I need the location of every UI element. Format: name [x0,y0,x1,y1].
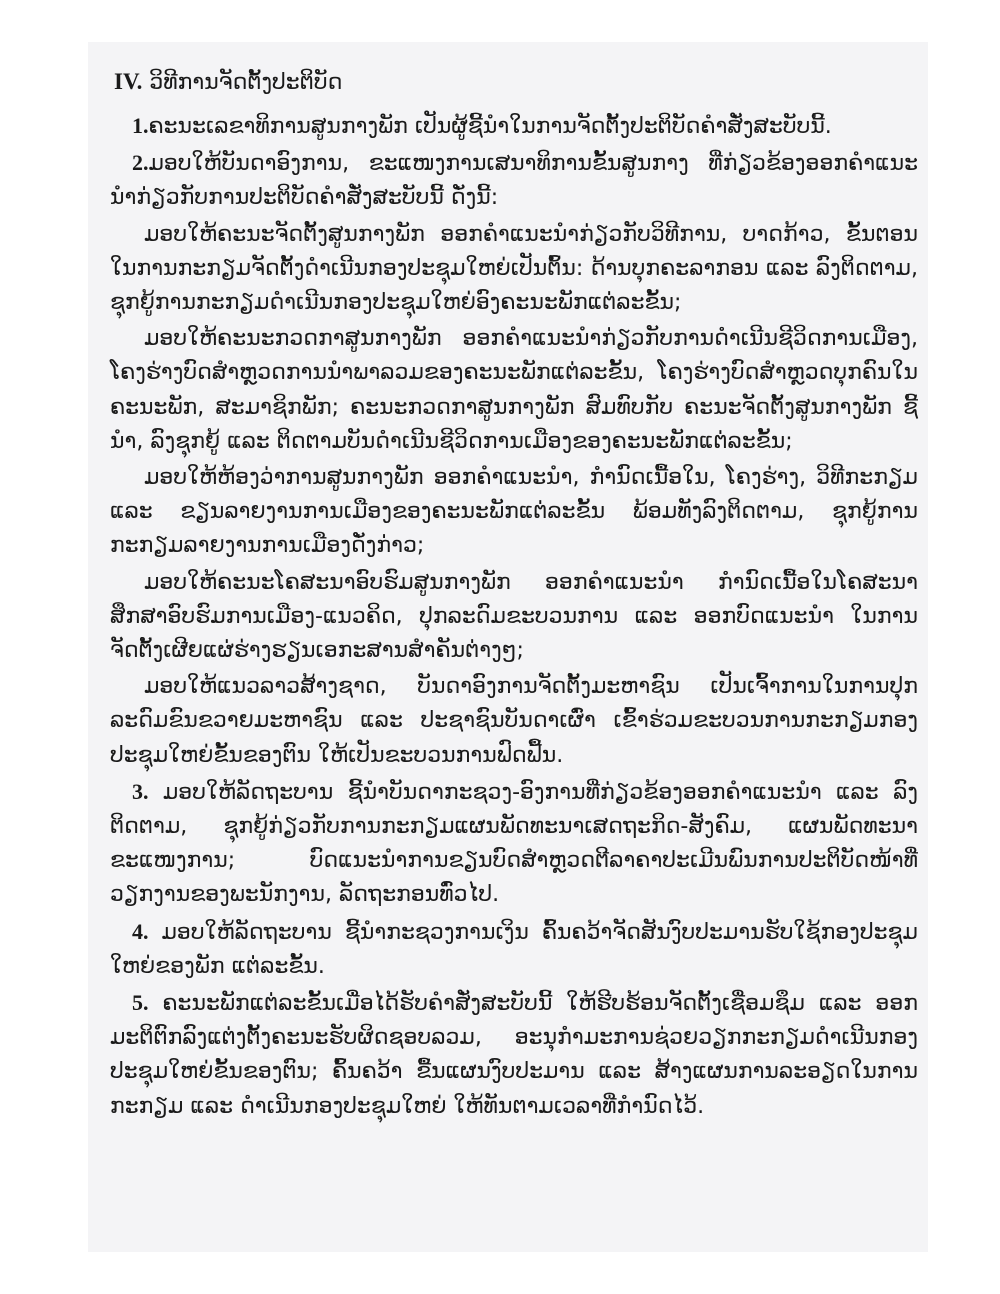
item-3 [110,775,918,913]
item-text: ມອບໃຫ້ບັນດາອົງການ, ຂະແໜງການເສນາທິການຂັ້ນສູນກາງ ທີ່ກ່ຽວຂ້ອງອອກຄໍາແນະນໍາກ່ຽວກັບການປະຕິບັດຄໍາສັ່ງສະບັບນີ້ ດັ່ງນີ້: [110,151,918,211]
section-number: IV. [114,69,143,94]
item-number: 4. [132,918,149,944]
item-text: ຄະນະເລຂາທິການສູນກາງພັກ ເປັນຜູ້ຊີ້ນໍາໃນການຈັດຕັ້ງປະຕິບັດຄໍາສັ່ງສະບັບນີ້. [148,114,832,139]
sub-paragraph-3: ມອບໃຫ້ຫ້ອງວ່າການສູນກາງພັກ ອອກຄໍາແນະນໍາ, ກໍານົດເນື້ອໃນ, ໂຄງຮ່າງ, ວິທີກະກຽມ ແລະ ຂຽນລາຍງານການເມືອງຂອງຄະນະພັກແຕ່ລະຂັ້ນ ພ້ອມທັງລົງຕິດຕາມ, ຊຸກຍູ້ການກະກຽມລາຍງານການເມືອງດັ່ງກ່າວ; [110,465,918,559]
item-text: ມອບໃຫ້ລັດຖະບານ ຊີ້ນໍາກະຊວງການເງິນ ຄົ້ນຄວ້າຈັດສັນງົບປະມານຮັບໃຊ້ກອງປະຊຸມໃຫຍ່ຂອງພັກ ແຕ່ລະຂັ້ນ. [110,919,918,979]
item-number: 1. [132,113,149,138]
section-title: ວິທີການຈັດຕັ້ງປະຕິບັດ [149,70,343,95]
item-1 [110,109,918,144]
item-4 [110,915,918,984]
item-number: 3. [132,778,149,804]
sub-paragraph-4: ມອບໃຫ້ຄະນະໂຄສະນາອົບຮົມສູນກາງພັກ ອອກຄໍາແນະນໍາ ກໍານົດເນື້ອໃນໂຄສະນາສຶກສາອົບຮົມການເມືອງ-ແນວຄິດ, ປຸກລະດົມຂະບວນການ ແລະ ອອກບົດແນະນໍາ ໃນການຈັດຕັ້ງເຜີຍແຜ່ຮ່າງຮຽນເອກະສານສໍາຄັນຕ່າງໆ; [110,569,918,664]
item-number: 5. [132,990,149,1016]
sub-paragraph-1: ມອບໃຫ້ຄະນະຈັດຕັ້ງສູນກາງພັກ ອອກຄໍາແນະນໍາກ່ຽວກັບວິທີການ, ບາດກ້າວ, ຂັ້ນຕອນໃນການກະກຽມຈັດຕັ້ງດໍາເນີນກອງປະຊຸມໃຫຍ່ເປັນຕົ້ນ: ດ້ານບຸກຄະລາກອນ ແລະ ລົງຕິດຕາມ, ຊຸກຍູ້ການກະກຽມດໍາເນີນກອງປະຊຸມໃຫຍ່ອົງຄະນະພັກແຕ່ລະຂັ້ນ; [110,221,918,316]
sub-paragraph-2: ມອບໃຫ້ຄະນະກວດກາສູນກາງພັກ ອອກຄໍາແນະນໍາກ່ຽວກັບການດໍາເນີນຊີວິດການເມືອງ, ໂຄງຮ່າງບົດສໍາຫຼວດການນໍາພາລວມຂອງຄະນະພັກແຕ່ລະຂັ້ນ, ໂຄງຮ່າງບົດສໍາຫຼວດບຸກຄົນໃນຄະນະພັກ, ສະມາຊິກພັກ; ຄະນະກວດກາສູນກາງພັກ ສົມທົບກັບ ຄະນະຈັດຕັ້ງສູນກາງພັກ ຊີ້ນໍາ, ລົງຊຸກຍູ້ ແລະ ຕິດຕາມບັນດໍາເນີນຊີວິດການເມືອງຂອງຄະນະພັກແຕ່ລະຂັ້ນ; [110,326,918,454]
item-text: ມອບໃຫ້ລັດຖະບານ ຊີ້ນໍາບັນດາກະຊວງ-ອົງການທີ່ກ່ຽວຂ້ອງອອກຄໍາແນະນໍາ ແລະ ລົງຕິດຕາມ, ຊຸກຍູ້ກ່ຽວກັບການກະກຽມແຜນພັດທະນາເສດຖະກິດ-ສັງຄົມ, ແຜນພັດທະນາຂະແໜງການ; ບົດແນະນໍາການຂຽນບົດສໍາຫຼວດຕີລາຄາປະເມີນພົນການປະຕິບັດໜ້າທີ່ວຽກງານຂອງພະນັກງານ, ລັດຖະກອນທົ່ວໄປ. [110,779,918,908]
item-2 [110,146,918,215]
document-body [110,62,918,1126]
item-5 [110,986,918,1124]
section-heading [114,62,918,103]
sub-paragraph-5: ມອບໃຫ້ແນວລາວສ້າງຊາດ, ບັນດາອົງການຈັດຕັ້ງມະຫາຊົນ ເປັນເຈົ້າການໃນການປຸກລະດົມຂົນຂວາຍມະຫາຊົນ ແລະ ປະຊາຊົນບັນດາເຜົ່າ ເຂົ້າຮ່ວມຂະບວນການກະກຽມກອງປະຊຸມໃຫຍ່ຂັ້ນຂອງຕົນ ໃຫ້ເປັນຂະບວນການຟົດຟື້ນ. [110,674,918,768]
item-number: 2. [132,150,149,176]
item-text: ຄະນະພັກແຕ່ລະຂັ້ນເມື່ອໄດ້ຮັບຄໍາສັ່ງສະບັບນີ້ ໃຫ້ຮີບຮ້ອນຈັດຕັ້ງເຊື່ອມຊຶມ ແລະ ອອກມະຕິຕົກລົງແຕ່ງຕັ້ງຄະນະຮັບຜິດຊອບລວມ, ອະນຸກໍາມະການຊ່ວຍວຽກກະກຽມດໍາເນີນກອງປະຊຸມໃຫຍ່ຂັ້ນຂອງຕົນ; ຄົ້ນຄວ້າ ຂື້ນແຜນງົບປະມານ ແລະ ສ້າງແຜນການລະອຽດໃນການກະກຽມ ແລະ ດໍາເນີນກອງປະຊຸມໃຫຍ່ ໃຫ້ທັນຕາມເວລາທີ່ກໍານົດໄວ້. [110,991,919,1119]
